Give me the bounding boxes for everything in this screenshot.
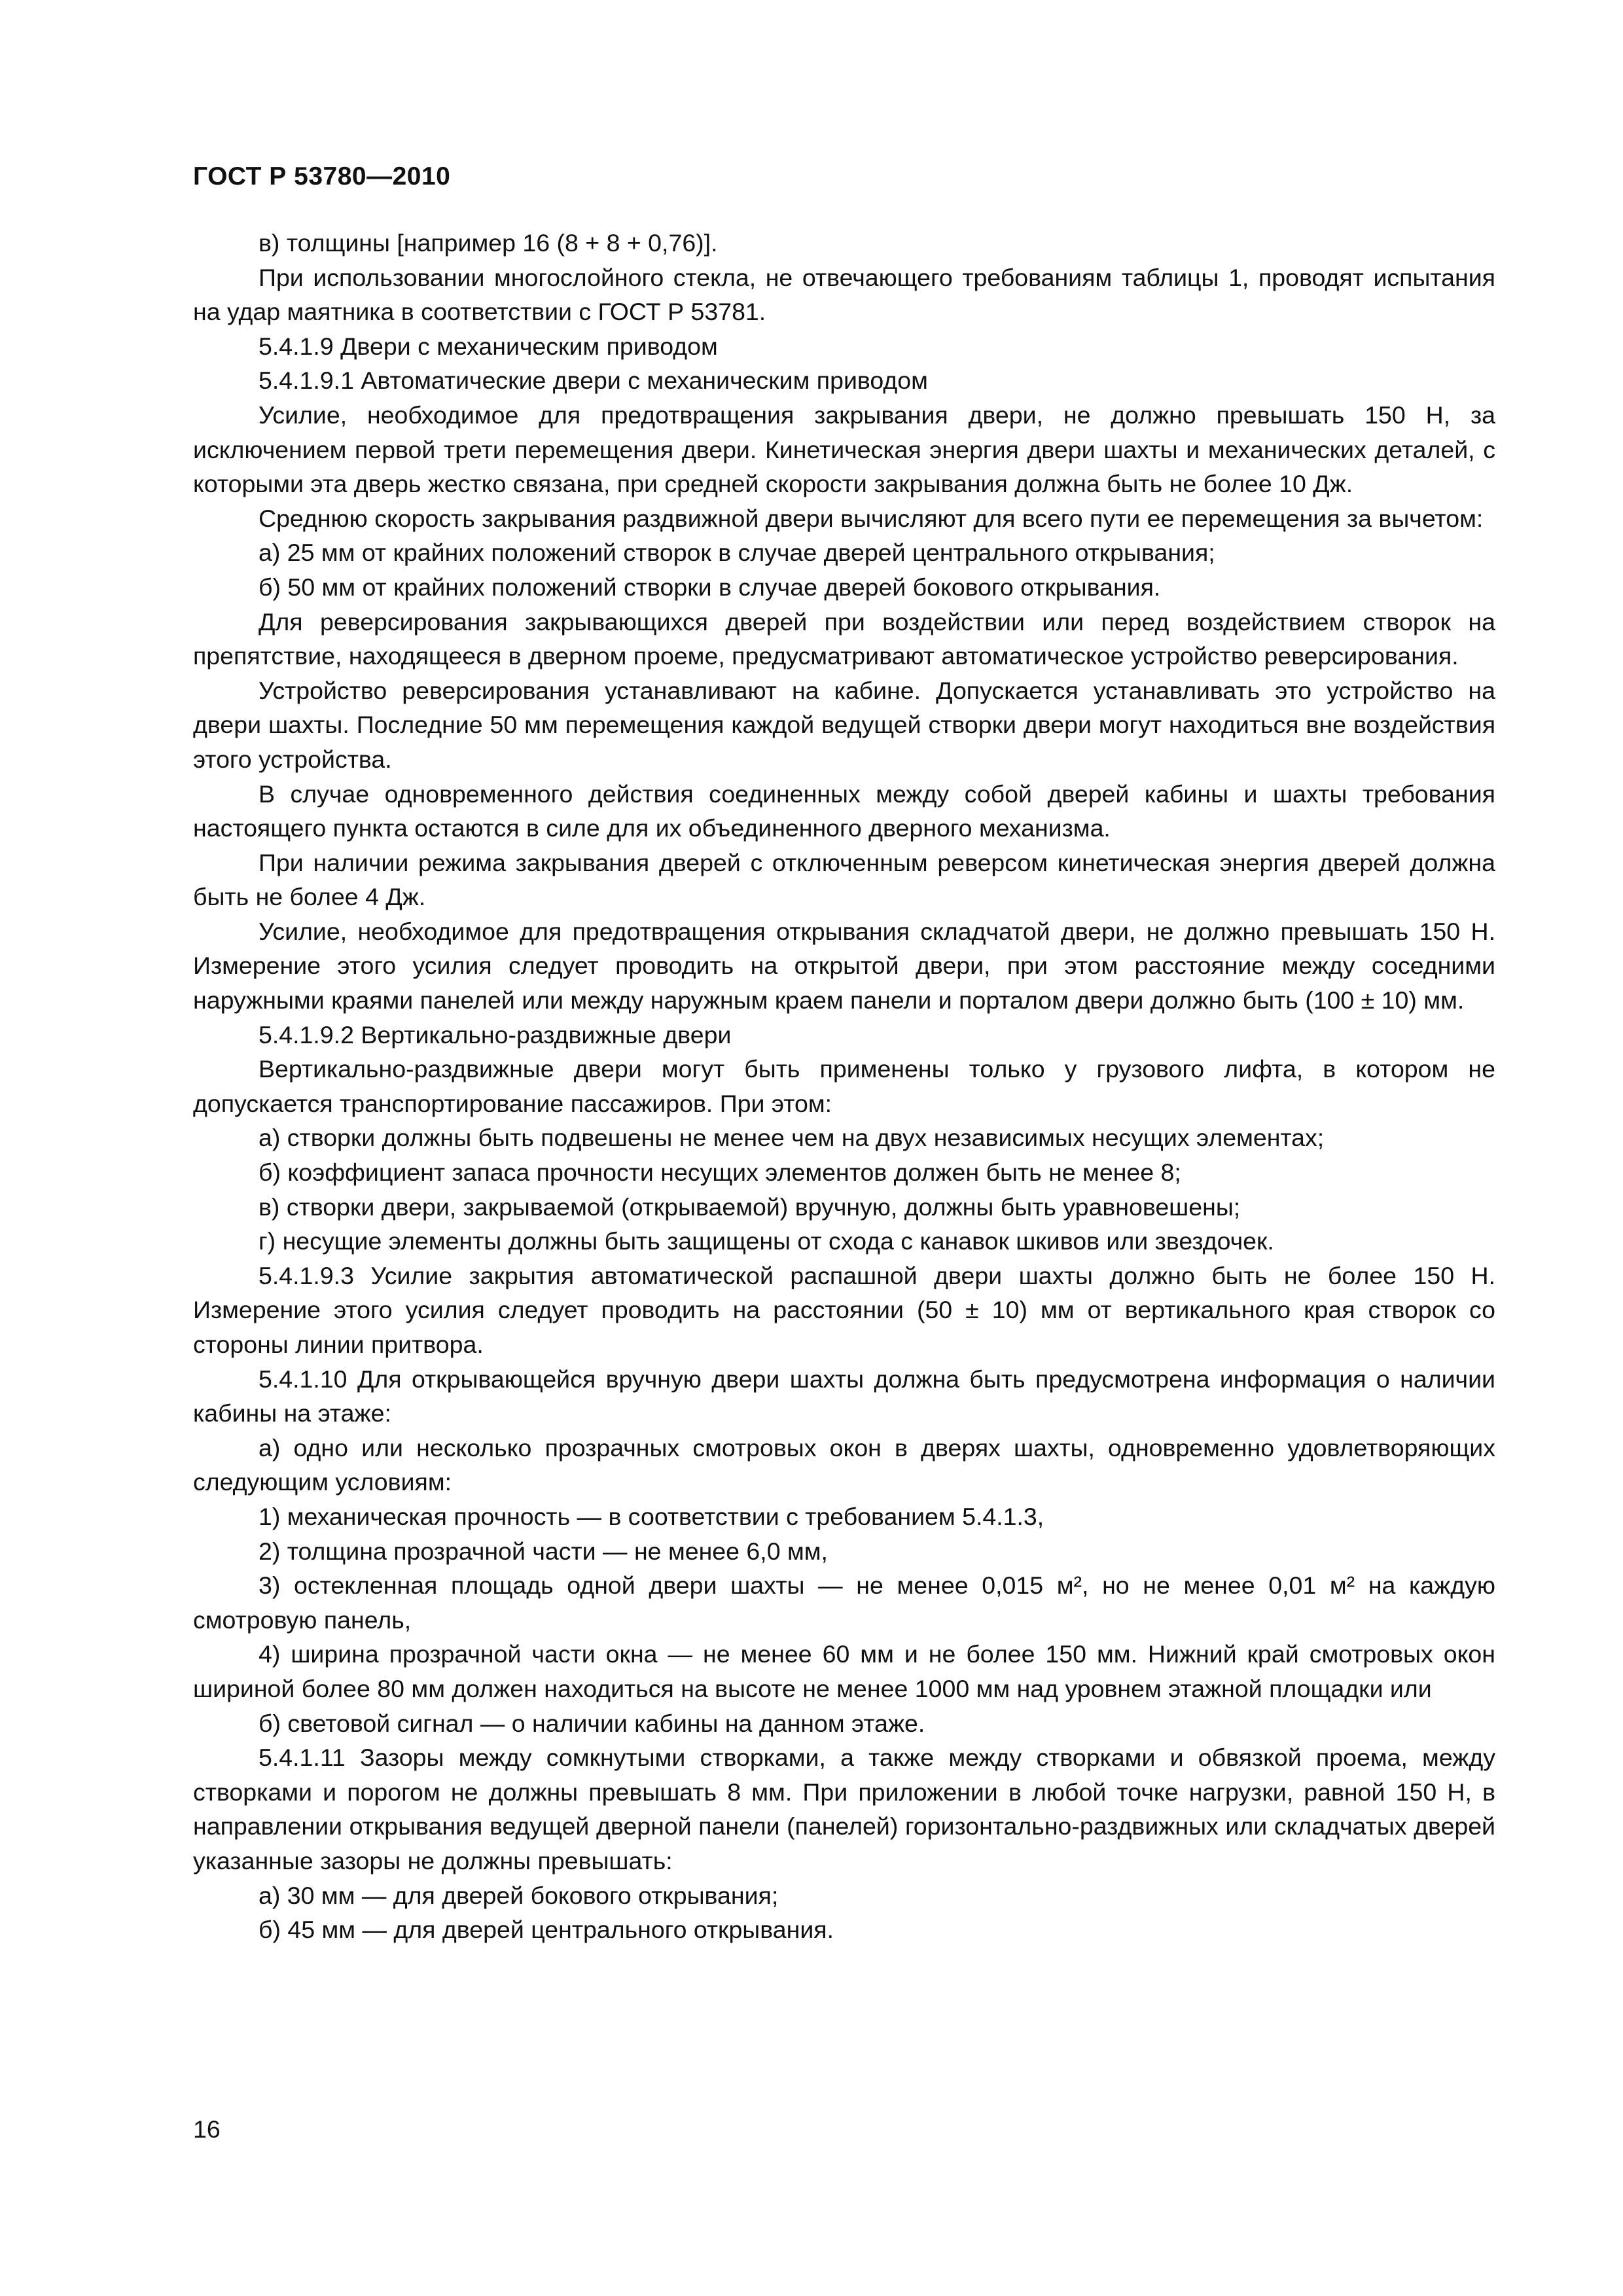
list-item: а) 30 мм — для дверей бокового открывания; <box>259 1881 779 1909</box>
list-item: г) несущие элементы должны быть защищены от схода с канавок шкивов или звездочек. <box>259 1227 1274 1255</box>
paragraph: 5.4.1.10 Для открывающейся вручную двери шахты должна быть предусмотрена информация о наличии кабины на этаже: <box>193 1365 1495 1427</box>
paragraph: Усилие, необходимое для предотвращения закрывания двери, не должно превышать 150 Н, за исключением первой трети перемещения двери. Кинетическая энергия двери шахты и механических деталей, с которыми эта дверь жестко связана, при средней скорости закрывания должна быть не более 10 Дж. <box>193 401 1495 498</box>
document-header: ГОСТ Р 53780—2010 <box>193 162 451 190</box>
list-item: а) 25 мм от крайних положений створок в случае дверей центрального открывания; <box>259 539 1215 567</box>
list-item: 4) ширина прозрачной части окна — не менее 60 мм и не более 150 мм. Нижний край смотровых окон шириной более 80 мм должен находиться на высоте не менее 1000 мм над уровнем этажной площадки или <box>193 1640 1495 1702</box>
list-item: 1) механическая прочность — в соответствии с требованием 5.4.1.3, <box>259 1502 1044 1530</box>
paragraph: Вертикально-раздвижные двери могут быть применены только у грузового лифта, в котором не допускается транспортирование пассажиров. При этом: <box>193 1055 1495 1117</box>
paragraph: в) толщины [например 16 (8 + 8 + 0,76)]. <box>259 229 718 257</box>
paragraph: При использовании многослойного стекла, не отвечающего требованиям таблицы 1, проводят испытания на удар маятника в соответствии с ГОСТ Р 53781. <box>193 263 1495 326</box>
list-item: в) створки двери, закрываемой (открываемой) вручную, должны быть уравновешены; <box>259 1193 1241 1221</box>
document-body <box>193 226 1495 1947</box>
list-item: б) коэффициент запаса прочности несущих элементов должен быть не менее 8; <box>259 1158 1181 1187</box>
paragraph: В случае одновременного действия соединенных между собой дверей кабины и шахты требования настоящего пункта остаются в силе для их объединенного дверного механизма. <box>193 780 1495 842</box>
list-item: б) световой сигнал — о наличии кабины на данном этаже. <box>259 1709 925 1737</box>
paragraph: 5.4.1.9.3 Усилие закрытия автоматической распашной двери шахты должно быть не более 150 Н. Измерение этого усилия следует проводить на расстоянии (50 ± 10) мм от вертикального края створок со стороны линии притвора. <box>193 1261 1495 1358</box>
list-item: а) створки должны быть подвешены не менее чем на двух независимых несущих элементах; <box>259 1124 1325 1152</box>
paragraph: Среднюю скорость закрывания раздвижной двери вычисляют для всего пути ее перемещения за вычетом: <box>259 504 1484 532</box>
paragraph: Устройство реверсирования устанавливают на кабине. Допускается устанавливать это устройство на двери шахты. Последние 50 мм перемещения каждой ведущей створки двери могут находиться вне воздействия этого устройства. <box>193 676 1495 773</box>
page-number: 16 <box>193 2115 221 2143</box>
paragraph: При наличии режима закрывания дверей с отключенным реверсом кинетическая энергия дверей должна быть не более 4 Дж. <box>193 848 1495 911</box>
paragraph: Для реверсирования закрывающихся дверей при воздействии или перед воздействием створок на препятствие, находящееся в дверном проеме, предусматривают автоматическое устройство реверсирования. <box>193 607 1495 670</box>
list-item: б) 50 мм от крайних положений створки в случае дверей бокового открывания. <box>259 573 1161 601</box>
paragraph: Усилие, необходимое для предотвращения открывания складчатой двери, не должно превышать 150 Н. Измерение этого усилия следует проводить на открытой двери, при этом расстояние между соседними наружными краями панелей или между наружным краем панели и порталом двери должно быть (100 ± 10) мм. <box>193 917 1495 1014</box>
list-item: 3) остекленная площадь одной двери шахты — не менее 0,015 м², но не менее 0,01 м² на каждую смотровую панель, <box>193 1571 1495 1634</box>
list-item: 2) толщина прозрачной части — не менее 6,0 мм, <box>259 1537 828 1565</box>
list-item: б) 45 мм — для дверей центрального открывания. <box>259 1916 834 1944</box>
section-heading: 5.4.1.9.1 Автоматические двери с механическим приводом <box>259 367 928 395</box>
paragraph: 5.4.1.11 Зазоры между сомкнутыми створками, а также между створками и обвязкой проема, между створками и порогом не должны превышать 8 мм. При приложении в любой точке нагрузки, равной 150 Н, в направлении открывания ведущей дверной панели (панелей) горизонтально-раздвижных или складчатых дверей указанные зазоры не должны превышать: <box>193 1744 1495 1874</box>
section-heading: 5.4.1.9 Двери с механическим приводом <box>259 332 718 360</box>
list-item: а) одно или несколько прозрачных смотровых окон в дверях шахты, одновременно удовлетворяющих следующим условиям: <box>193 1433 1495 1496</box>
section-heading: 5.4.1.9.2 Вертикально-раздвижные двери <box>259 1020 732 1049</box>
